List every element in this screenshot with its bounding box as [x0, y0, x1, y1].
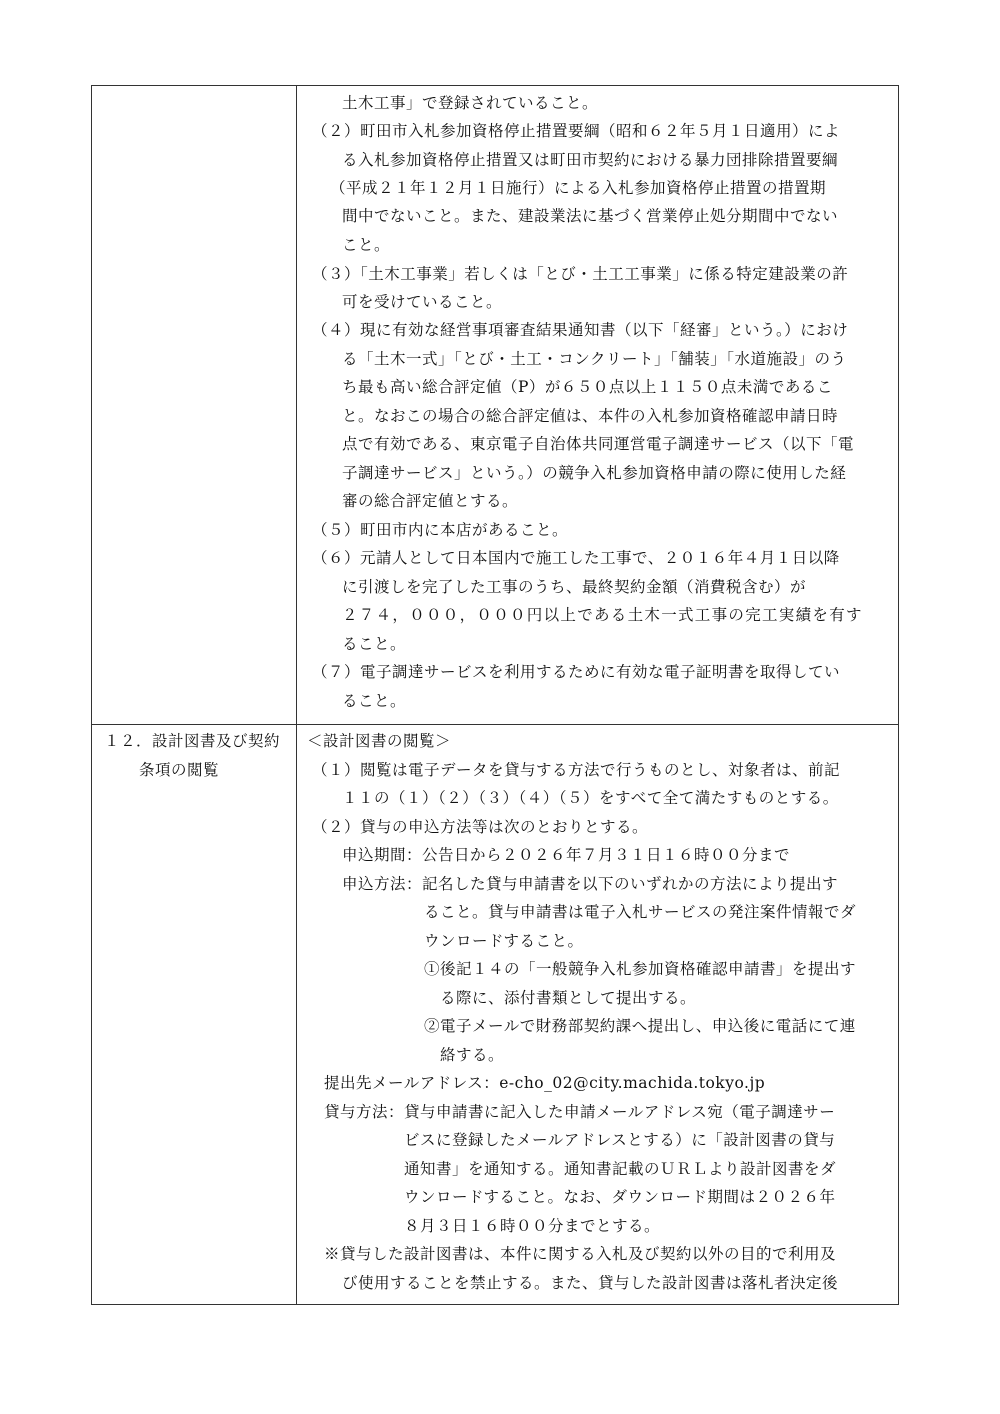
section12-line: ＜設計図書の閲覧＞: [307, 732, 452, 750]
section12-line: る際に、添付書類として提出する。: [440, 989, 697, 1007]
section11-line: （２）町田市入札参加資格停止措置要綱（昭和６２年５月１日適用）によ: [312, 122, 841, 140]
section12-line: び使用することを禁止する。また、貸与した設計図書は落札者決定後: [342, 1274, 839, 1292]
section11-line: （５）町田市内に本店があること。: [312, 521, 569, 539]
section11-line: （４）現に有効な経営事項審査結果通知書（以下「経審」という。）におけ: [312, 321, 849, 339]
section11-line: （６）元請人として日本国内で施工した工事で、２０１６年４月１日以降: [312, 549, 840, 567]
section12-line: ８月３日１６時００分までとする。: [404, 1217, 661, 1235]
table-column-divider: [296, 85, 297, 1305]
section12-line: 通知書」を通知する。通知書記載のＵＲＬより設計図書をダ: [404, 1160, 837, 1178]
section11-line: ること。: [342, 635, 407, 653]
section12-line: ウンロードすること。: [424, 932, 584, 950]
section12-line: ビスに登録したメールアドレスとする）に「設計図書の貸与: [404, 1131, 836, 1149]
section11-line: 子調達サービス」という。）の競争入札参加資格申請の際に使用した経: [342, 464, 847, 482]
section12-line: 絡する。: [440, 1046, 505, 1064]
section12-line: ①後記１４の「一般競争入札参加資格確認申請書」を提出す: [424, 960, 857, 978]
section11-line: 点で有効である、東京電子自治体共同運営電子調達サービス（以下「電: [342, 435, 855, 453]
section11-line: に引渡しを完了した工事のうち、最終契約金額（消費税含む）が: [342, 578, 807, 596]
section12-line: ること。貸与申請書は電子入札サービスの発注案件情報でダ: [424, 903, 857, 921]
section12-line: （１）閲覧は電子データを貸与する方法で行うものとし、対象者は、前記: [312, 761, 841, 779]
section11-line: こと。: [342, 236, 391, 254]
section11-line: 土木工事」で登録されていること。: [342, 94, 599, 112]
section11-line: る入札参加資格停止措置又は町田市契約における暴力団排除措置要綱: [342, 151, 839, 169]
section11-line: ち最も高い総合評定値（P）が６５０点以上１１５０点未満であるこ: [342, 378, 833, 396]
section12-line: １１の（１）（２）（３）（４）（５）をすべて全て満たすものとする。: [342, 789, 839, 807]
section12-line: ②電子メールで財務部契約課へ提出し、申込後に電話にて連: [424, 1017, 856, 1035]
section11-line: 審の総合評定値とする。: [342, 492, 519, 510]
section12-line: ※貸与した設計図書は、本件に関する入札及び契約以外の目的で利用及: [324, 1245, 837, 1263]
section11-line: （３）「土木工事業」若しくは「とび・土工工事業」に係る特定建設業の許: [312, 265, 849, 283]
table-row-divider: [91, 724, 899, 725]
email-address-line: 提出先メールアドレス：e-cho_02@city.machida.tokyo.jp: [324, 1074, 766, 1092]
section11-line: ２７４，０００，０００円以上である土木一式工事の完工実績を有す: [342, 606, 863, 624]
section12-line: 申込期間：公告日から２０２６年７月３１日１６時００分まで: [342, 846, 791, 864]
section11-line: と。なおこの場合の総合評定値は、本件の入札参加資格確認申請日時: [342, 407, 839, 425]
section12-line: （２）貸与の申込方法等は次のとおりとする。: [312, 818, 649, 836]
section12-line: ウンロードすること。なお、ダウンロード期間は２０２６年: [404, 1188, 836, 1206]
section11-line: 可を受けていること。: [342, 293, 503, 311]
section12-label-line: １２．設計図書及び契約: [104, 732, 281, 750]
section11-line: る「土木一式」「とび・土工・コンクリート」「舗装」「水道施設」のう: [342, 350, 847, 368]
section11-line: ること。: [342, 692, 407, 710]
section12-line: 申込方法：記名した貸与申請書を以下のいずれかの方法により提出す: [342, 875, 839, 893]
section12-line: 貸与方法：貸与申請書に記入した申請メールアドレス宛（電子調達サー: [324, 1103, 836, 1121]
section11-line: （７）電子調達サービスを利用するために有効な電子証明書を取得してい: [312, 663, 841, 681]
section11-line: 間中でないこと。また、建設業法に基づく営業停止処分期間中でない: [342, 207, 839, 225]
section12-label-line: 条項の閲覧: [139, 761, 220, 779]
section11-line: （平成２１年１２月１日施行）による入札参加資格停止措置の措置期: [330, 179, 827, 197]
